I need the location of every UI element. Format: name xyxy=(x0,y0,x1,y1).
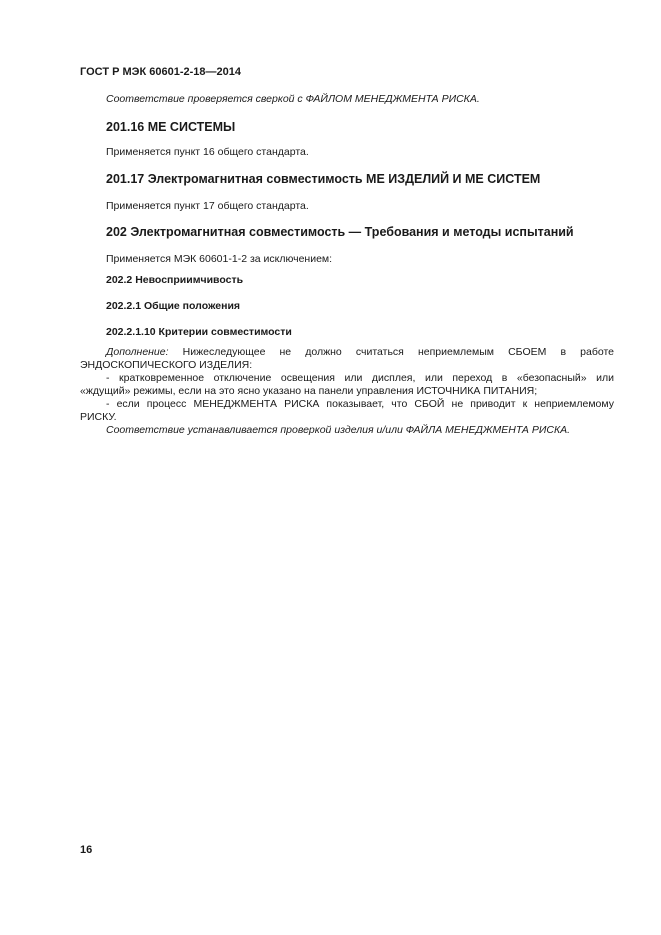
section-text-201-17: Применяется пункт 17 общего стандарта. xyxy=(106,200,309,212)
addition-paragraph xyxy=(80,346,614,437)
compliance-statement: Соответствие проверяется сверкой с ФАЙЛОМ МЕНЕДЖМЕНТА РИСКА. xyxy=(106,93,480,105)
section-text-202: Применяется МЭК 60601-1-2 за исключением: xyxy=(106,253,333,265)
list-item-2-line-2: РИСКУ. xyxy=(80,411,117,423)
section-heading-202: 202 Электромагнитная совместимость — Требования и методы испытаний xyxy=(106,225,574,239)
document-header: ГОСТ Р МЭК 60601-2-18—2014 xyxy=(80,66,241,78)
subsection-heading-202-2-1: 202.2.1 Общие положения xyxy=(106,300,241,312)
list-item-2-line-1: - если процесс МЕНЕДЖМЕНТА РИСКА показывает, что СБОЙ не приводит к неприемлемому xyxy=(106,398,614,410)
page-number: 16 xyxy=(80,844,93,856)
addition-text: Нижеследующее не должно считаться неприемлемым СБОЕМ в работе xyxy=(182,346,614,358)
compliance-statement-2: Соответствие устанавливается проверкой изделия и/или ФАЙЛА МЕНЕДЖМЕНТА РИСКА. xyxy=(106,424,571,436)
section-heading-201-16: 201.16 МЕ СИСТЕМЫ xyxy=(106,120,236,134)
list-item-1-line-1: - кратковременное отключение освещения или дисплея, или переход в «безопасный» или xyxy=(106,372,614,384)
addition-line-2: ЭНДОСКОПИЧЕСКОГО ИЗДЕЛИЯ: xyxy=(80,359,253,371)
addition-line-1 xyxy=(80,346,614,359)
list-item-1-line-2: «ждущий» режимы, если на это ясно указано на панели управления ИСТОЧНИКА ПИТАНИЯ; xyxy=(80,385,538,397)
addition-label: Дополнение: xyxy=(106,346,169,358)
section-heading-201-17: 201.17 Электромагнитная совместимость МЕ ИЗДЕЛИЙ И МЕ СИСТЕМ xyxy=(106,172,541,186)
subsection-heading-202-2: 202.2 Невосприимчивость xyxy=(106,274,244,286)
section-text-201-16: Применяется пункт 16 общего стандарта. xyxy=(106,146,309,158)
subsection-heading-202-2-1-10: 202.2.1.10 Критерии совместимости xyxy=(106,326,292,338)
